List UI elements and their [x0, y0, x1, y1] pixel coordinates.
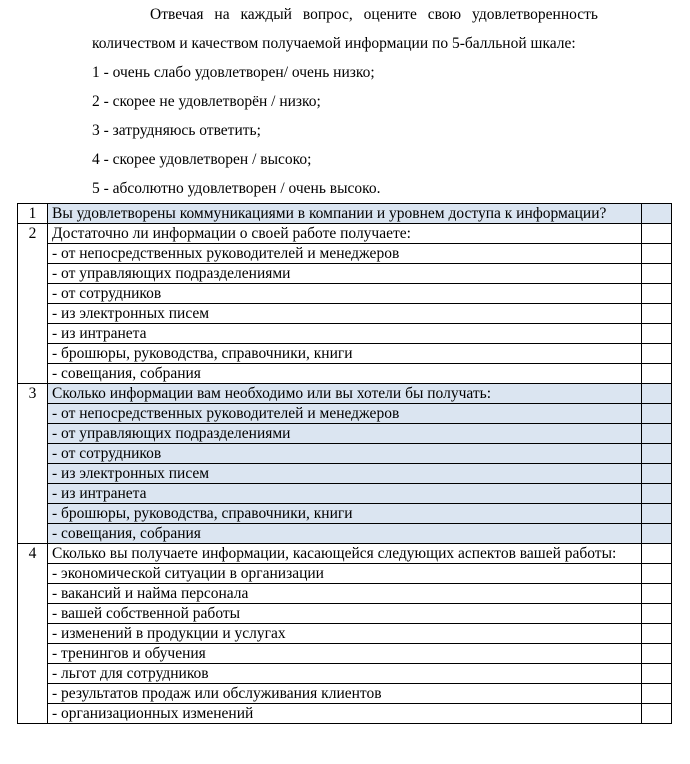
table-row	[18, 344, 672, 364]
question-number: 4	[18, 544, 48, 724]
item-text: - от сотрудников	[48, 444, 642, 464]
table-row	[18, 624, 672, 644]
item-text: - из электронных писем	[48, 464, 642, 484]
scale-item-5: 5 - абсолютно удовлетворен / очень высоко.	[92, 180, 381, 197]
question-text: Сколько информации вам необходимо или вы хотели бы получать:	[48, 384, 642, 404]
item-text: - тренингов и обучения	[48, 644, 642, 664]
questionnaire-table	[17, 203, 672, 724]
item-text: - брошюры, руководства, справочники, книги	[48, 504, 642, 524]
scale-item-2: 2 - скорее не удовлетворён / низко;	[92, 93, 321, 110]
answer-cell[interactable]	[642, 404, 672, 424]
answer-cell[interactable]	[642, 544, 672, 564]
table-row	[18, 304, 672, 324]
answer-cell[interactable]	[642, 324, 672, 344]
answer-cell[interactable]	[642, 524, 672, 544]
table-row	[18, 404, 672, 424]
question-text: Сколько вы получаете информации, касающейся следующих аспектов вашей работы:	[48, 544, 642, 564]
table-row	[18, 644, 672, 664]
answer-cell[interactable]	[642, 584, 672, 604]
table-row	[18, 524, 672, 544]
answer-cell[interactable]	[642, 664, 672, 684]
answer-cell[interactable]	[642, 624, 672, 644]
question-number: 2	[18, 224, 48, 384]
item-text: - организационных изменений	[48, 704, 642, 724]
question-number: 1	[18, 204, 48, 224]
table-row	[18, 324, 672, 344]
table-row	[18, 364, 672, 384]
question-row-1	[18, 204, 672, 224]
answer-cell[interactable]	[642, 304, 672, 324]
item-text: - экономической ситуации в организации	[48, 564, 642, 584]
table-row	[18, 244, 672, 264]
answer-cell[interactable]	[642, 484, 672, 504]
item-text: - от сотрудников	[48, 284, 642, 304]
answer-cell[interactable]	[642, 264, 672, 284]
answer-cell[interactable]	[642, 644, 672, 664]
answer-cell[interactable]	[642, 464, 672, 484]
answer-cell[interactable]	[642, 364, 672, 384]
table-row	[18, 504, 672, 524]
question-row-4	[18, 544, 672, 564]
answer-cell[interactable]	[642, 564, 672, 584]
table-row	[18, 484, 672, 504]
table-row	[18, 444, 672, 464]
table-row	[18, 584, 672, 604]
item-text: - из электронных писем	[48, 304, 642, 324]
item-text: - от непосредственных руководителей и менеджеров	[48, 404, 642, 424]
answer-cell[interactable]	[642, 424, 672, 444]
answer-cell[interactable]	[642, 384, 672, 404]
question-row-2	[18, 224, 672, 244]
question-text: Вы удовлетворены коммуникациями в компании и уровнем доступа к информации?	[48, 204, 642, 224]
item-text: - брошюры, руководства, справочники, книги	[48, 344, 642, 364]
scale-item-3: 3 - затрудняюсь ответить;	[92, 122, 261, 139]
item-text: - от управляющих подразделениями	[48, 424, 642, 444]
scale-item-4: 4 - скорее удовлетворен / высоко;	[92, 151, 312, 168]
answer-cell[interactable]	[642, 604, 672, 624]
answer-cell[interactable]	[642, 504, 672, 524]
instructions-line-2: количеством и качеством получаемой информации по 5-балльной шкале:	[92, 35, 576, 52]
item-text: - льгот для сотрудников	[48, 664, 642, 684]
answer-cell[interactable]	[642, 344, 672, 364]
answer-cell[interactable]	[642, 224, 672, 244]
item-text: - из интранета	[48, 324, 642, 344]
question-text: Достаточно ли информации о своей работе получаете:	[48, 224, 642, 244]
instructions	[0, 0, 690, 203]
item-text: - от управляющих подразделениями	[48, 264, 642, 284]
table-row	[18, 604, 672, 624]
scale-item-1: 1 - очень слабо удовлетворен/ очень низко;	[92, 64, 375, 81]
item-text: - результатов продаж или обслуживания клиентов	[48, 684, 642, 704]
answer-cell[interactable]	[642, 684, 672, 704]
table-row	[18, 564, 672, 584]
item-text: - изменений в продукции и услугах	[48, 624, 642, 644]
answer-cell[interactable]	[642, 704, 672, 724]
answer-cell[interactable]	[642, 284, 672, 304]
question-number: 3	[18, 384, 48, 544]
item-text: - совещания, собрания	[48, 364, 642, 384]
table-row	[18, 284, 672, 304]
item-text: - от непосредственных руководителей и менеджеров	[48, 244, 642, 264]
table-row	[18, 684, 672, 704]
answer-cell[interactable]	[642, 444, 672, 464]
item-text: - из интранета	[48, 484, 642, 504]
answer-cell[interactable]	[642, 244, 672, 264]
answer-cell[interactable]	[642, 204, 672, 224]
table-row	[18, 264, 672, 284]
item-text: - вашей собственной работы	[48, 604, 642, 624]
table-row	[18, 464, 672, 484]
question-row-3	[18, 384, 672, 404]
table-row	[18, 704, 672, 724]
item-text: - вакансий и найма персонала	[48, 584, 642, 604]
item-text: - совещания, собрания	[48, 524, 642, 544]
table-row	[18, 424, 672, 444]
table-row	[18, 664, 672, 684]
instructions-line-1: Отвечая на каждый вопрос, оцените свою удовлетворенность	[150, 6, 598, 23]
